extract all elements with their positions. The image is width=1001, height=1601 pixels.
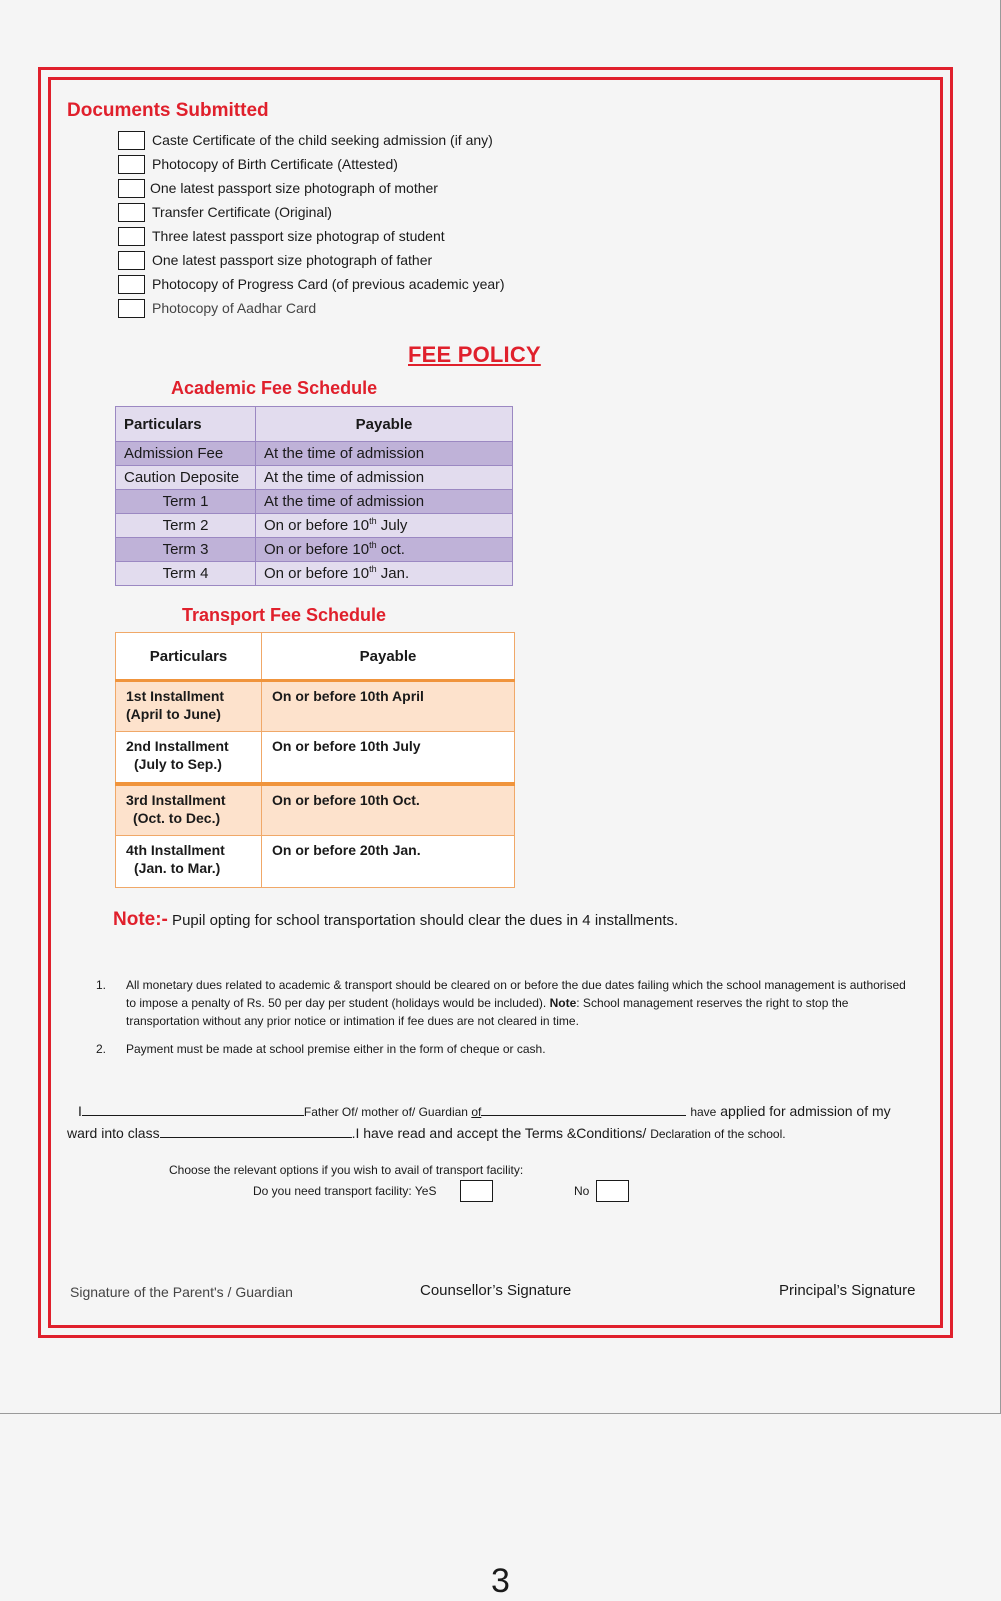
declaration-have: have — [690, 1105, 717, 1119]
payable-cell: On or before 10th April — [262, 681, 515, 732]
payable-cell: At the time of admission — [256, 490, 513, 514]
documents-title: Documents Submitted — [67, 100, 269, 121]
particular-cell: Term 3 — [116, 538, 256, 562]
rule-number: 1. — [96, 978, 107, 992]
document-label: Transfer Certificate (Original) — [152, 204, 332, 220]
table-row — [116, 442, 513, 466]
payable-text: On or before 10 — [264, 517, 370, 534]
payable-month: Jan. — [376, 565, 410, 582]
installment-period: (April to June) — [126, 706, 221, 722]
table-row — [116, 490, 513, 514]
payable-cell: On or before 10th July — [262, 732, 515, 785]
page-number: 3 — [491, 1562, 510, 1600]
fee-policy-title: FEE POLICY — [408, 342, 541, 367]
transport-no-label: No — [574, 1184, 590, 1198]
document-label: Photocopy of Aadhar Card — [152, 300, 317, 316]
table-row — [116, 836, 515, 888]
installment-cell — [116, 732, 262, 785]
document-checkbox[interactable] — [118, 251, 145, 270]
table-row — [116, 562, 513, 586]
payable-cell — [256, 562, 513, 586]
document-checkbox[interactable] — [118, 179, 145, 198]
academic-fee-table — [115, 406, 513, 586]
table-row — [116, 538, 513, 562]
document-label: Photocopy of Birth Certificate (Attested) — [152, 156, 398, 172]
list-item — [118, 128, 505, 152]
transport-prompt: Choose the relevant options if you wish to avail of transport facility: — [169, 1163, 524, 1177]
documents-checklist — [118, 128, 505, 320]
parent-name-field[interactable] — [82, 1101, 304, 1116]
document-checkbox[interactable] — [118, 203, 145, 222]
table-row — [116, 466, 513, 490]
installment-name: 3rd Installment — [126, 792, 226, 808]
fee-rules — [96, 976, 916, 1068]
table-row — [116, 784, 515, 836]
transport-question: Do you need transport facility: YeS — [253, 1184, 437, 1198]
rule-item — [96, 976, 916, 1030]
transport-fee-title: Transport Fee Schedule — [182, 605, 387, 625]
ordinal-suffix: th — [369, 516, 377, 526]
transport-fee-table — [115, 632, 515, 888]
declaration-relation: Father Of/ mother of/ Guardian — [303, 1105, 472, 1119]
installment-cell — [116, 836, 262, 888]
counsellor-signature-label: Counsellor’s Signature — [420, 1282, 572, 1299]
payable-cell: At the time of admission — [256, 466, 513, 490]
list-item — [118, 248, 505, 272]
column-header: Particulars — [116, 633, 262, 681]
payable-month: July — [376, 517, 408, 534]
particular-cell: Admission Fee — [116, 442, 256, 466]
note-label: Note:- — [113, 909, 168, 930]
list-item — [118, 200, 505, 224]
document-checkbox[interactable] — [118, 299, 145, 318]
payable-cell: At the time of admission — [256, 442, 513, 466]
particular-cell: Caution Deposite — [116, 466, 256, 490]
installment-cell — [116, 784, 262, 836]
payable-cell — [256, 514, 513, 538]
rule-text-part: All monetary dues related to academic & transport should be cleared on or before the due dates failing which the school management is authorised to impose a penalty of Rs. 50 per day per student (holidays would be included). — [126, 978, 906, 1010]
list-item — [118, 224, 505, 248]
particular-cell: Term 1 — [116, 490, 256, 514]
document-label: Three latest passport size photograp of student — [152, 228, 445, 244]
transport-no-checkbox[interactable] — [596, 1180, 629, 1202]
principal-signature-label: Principal’s Signature — [779, 1282, 916, 1299]
list-item — [118, 296, 505, 320]
payable-cell: On or before 10th Oct. — [262, 784, 515, 836]
document-label: Caste Certificate of the child seeking admission (if any) — [152, 132, 493, 148]
rule-text-part: : School management reserves the right to stop the transportation without any prior notice or intimation if fee dues are not cleared in time. — [126, 996, 849, 1028]
rule-item — [96, 1040, 916, 1058]
student-name-field[interactable] — [481, 1101, 686, 1116]
rule-number: 2. — [96, 1042, 107, 1056]
rule-text: Payment must be made at school premise either in the form of cheque or cash. — [126, 1042, 546, 1056]
declaration-end: Declaration of the school. — [650, 1127, 786, 1141]
payable-text: On or before 10 — [264, 565, 370, 582]
table-row — [116, 514, 513, 538]
declaration-line-1 — [67, 1101, 937, 1123]
class-field[interactable] — [160, 1123, 352, 1138]
ordinal-suffix: th — [369, 540, 377, 550]
declaration-of: of — [471, 1105, 482, 1119]
column-header: Payable — [256, 407, 513, 442]
document-checkbox[interactable] — [118, 227, 145, 246]
document-label: Photocopy of Progress Card (of previous academic year) — [152, 276, 505, 292]
installment-name: 4th Installment — [126, 842, 225, 858]
installment-period: (Oct. to Dec.) — [133, 810, 221, 826]
payable-cell: On or before 20th Jan. — [262, 836, 515, 888]
column-header: Particulars — [116, 407, 256, 442]
document-checkbox[interactable] — [118, 155, 145, 174]
list-item — [118, 272, 505, 296]
declaration-line-2 — [67, 1123, 937, 1145]
installment-period: (July to Sep.) — [134, 756, 222, 772]
document-checkbox[interactable] — [118, 131, 145, 150]
declaration-applied: applied for admission of my — [716, 1103, 891, 1119]
list-item — [118, 176, 505, 200]
installment-cell — [116, 681, 262, 732]
ordinal-suffix: th — [369, 564, 377, 574]
document-label: One latest passport size photograph of mother — [150, 180, 438, 196]
particular-cell: Term 2 — [116, 514, 256, 538]
declaration-i: I — [78, 1103, 82, 1119]
rule-text — [126, 976, 916, 1030]
transport-yes-checkbox[interactable] — [460, 1180, 493, 1202]
rule-note-label: Note — [549, 996, 577, 1010]
table-row — [116, 681, 515, 732]
installment-name: 1st Installment — [126, 688, 225, 704]
column-header: Payable — [262, 633, 515, 681]
payable-cell — [256, 538, 513, 562]
declaration — [67, 1101, 937, 1145]
particular-cell: Term 4 — [116, 562, 256, 586]
academic-fee-title: Academic Fee Schedule — [171, 378, 378, 398]
declaration-ward: ward into class — [67, 1125, 160, 1141]
installment-period: (Jan. to Mar.) — [134, 860, 221, 876]
note-text: Pupil opting for school transportation should clear the dues in 4 installments. — [167, 912, 679, 929]
parent-signature-label: Signature of the Parent's / Guardian — [70, 1284, 293, 1300]
installment-name: 2nd Installment — [126, 738, 229, 754]
table-row — [116, 732, 515, 785]
document-label: One latest passport size photograph of father — [152, 252, 433, 268]
declaration-read: .I have read and accept the Terms &Conditions/ — [351, 1125, 651, 1141]
list-item — [118, 152, 505, 176]
document-checkbox[interactable] — [118, 275, 145, 294]
payable-month: oct. — [376, 541, 405, 558]
transport-note — [113, 909, 678, 931]
payable-text: On or before 10 — [264, 541, 370, 558]
